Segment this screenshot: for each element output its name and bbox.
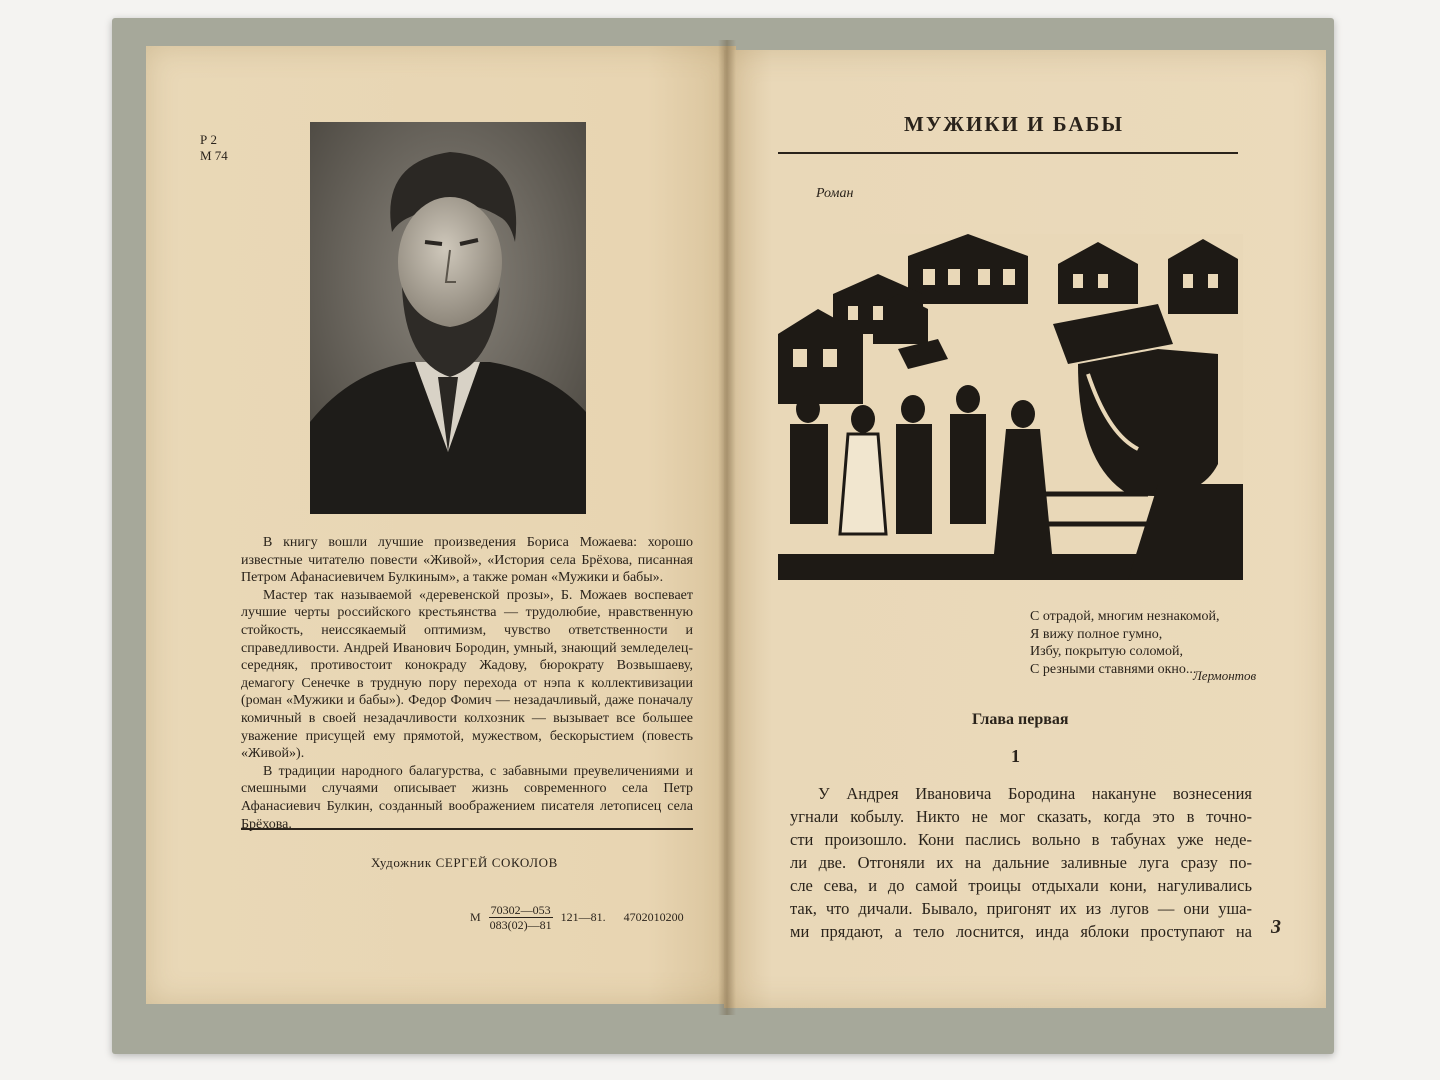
classification-code — [200, 132, 228, 164]
chapter-text — [790, 782, 1252, 943]
text-line: угнали кобылу. Никто не мог сказать, когда это в точно- — [790, 807, 1252, 826]
classification-line: М 74 — [200, 148, 228, 163]
epigraph-line: С отрадой, многим незнакомой, — [1030, 609, 1220, 624]
divider-line — [241, 828, 693, 830]
section-number: 1 — [1011, 746, 1020, 766]
imprint-code-number: 121—81. — [560, 910, 606, 924]
imprint-prefix: М — [470, 910, 481, 924]
annotation-paragraph: В традиции народного балагурства, с забавными преувеличениями и смешными случаями описывает жизнь современного села Петр Афанасиевич Булкин, созданный воображением писателя летописец села Брёхова. — [241, 763, 693, 832]
epigraph-line: Я вижу полное гумно, — [1030, 626, 1163, 642]
imprint-fraction — [489, 903, 553, 932]
artist-credit: Художник СЕРГЕЙ СОКОЛОВ — [371, 855, 558, 870]
page-number: 3 — [1271, 916, 1281, 938]
genre-label: Роман — [816, 186, 854, 201]
text-line: сти произошло. Кони паслись вольно в табунах уже неде- — [790, 830, 1252, 849]
epigraph-line: Избу, покрытую соломой, — [1030, 644, 1184, 659]
author-portrait — [310, 122, 586, 514]
book-gutter — [718, 40, 736, 1015]
book-annotation — [241, 534, 693, 833]
village-woodcut-illustration — [778, 234, 1243, 580]
text-line: так, что дичали. Бывало, пригонят их из лугов — они уша- — [790, 899, 1252, 918]
text-line: сле сева, и до самой троицы отдыхали кони, нагуливались — [790, 876, 1252, 895]
epigraph-line: С резными ставнями окно... — [1030, 661, 1197, 677]
classification-line: Р 2 — [200, 132, 217, 147]
imprint-number: 4702010200 — [623, 910, 684, 924]
imprint-code — [470, 903, 684, 932]
text-line: ми прядают, а тело лоснится, инда яблоки проступают на — [790, 922, 1252, 941]
annotation-paragraph: В книгу вошли лучшие произведения Бориса Можаева: хорошо известные читателю повести «Живой», «История села Брёхова, писанная Петром Афанасиевичем Булкиным», а также роман «Мужики и бабы». — [241, 535, 693, 586]
epigraph-author: Лермонтов — [1193, 668, 1257, 683]
chapter-heading: Глава первая — [972, 711, 1069, 728]
imprint-numerator: 70302—053 — [490, 903, 551, 917]
title-rule — [778, 152, 1238, 154]
text-line: У Андрея Ивановича Бородина накануне вознесения — [818, 784, 1252, 803]
novel-title: МУЖИКИ И БАБЫ — [904, 112, 1125, 136]
epigraph — [1030, 608, 1220, 678]
text-line: ли две. Отгоняли их на дальние заливные луга сразу по- — [790, 853, 1252, 872]
annotation-paragraph: Мастер так называемой «деревенской прозы», Б. Можаев воспевает лучшие черты российского крестьянства — трудолюбие, нравственную стойкость, неиссякаемый оптимизм, чувство ответственности и справедливости. Андрей Иванович Бородин, умный, знающий земледелец-середняк, противостоит конокраду Жадову, бюрократу Возвышаеву, демагогу Сенечке в трудную пору перехода от нэпа к коллективизации (роман «Мужики и бабы»). Федор Фомич — незадачливый, даже поначалу комичный в своей незадачливости колхозник — вызывает все большее уважение присущей ему прямотой, мужеством, бескорыстием (повесть «Живой»). — [241, 587, 693, 762]
imprint-denominator: 083(02)—81 — [489, 918, 552, 932]
